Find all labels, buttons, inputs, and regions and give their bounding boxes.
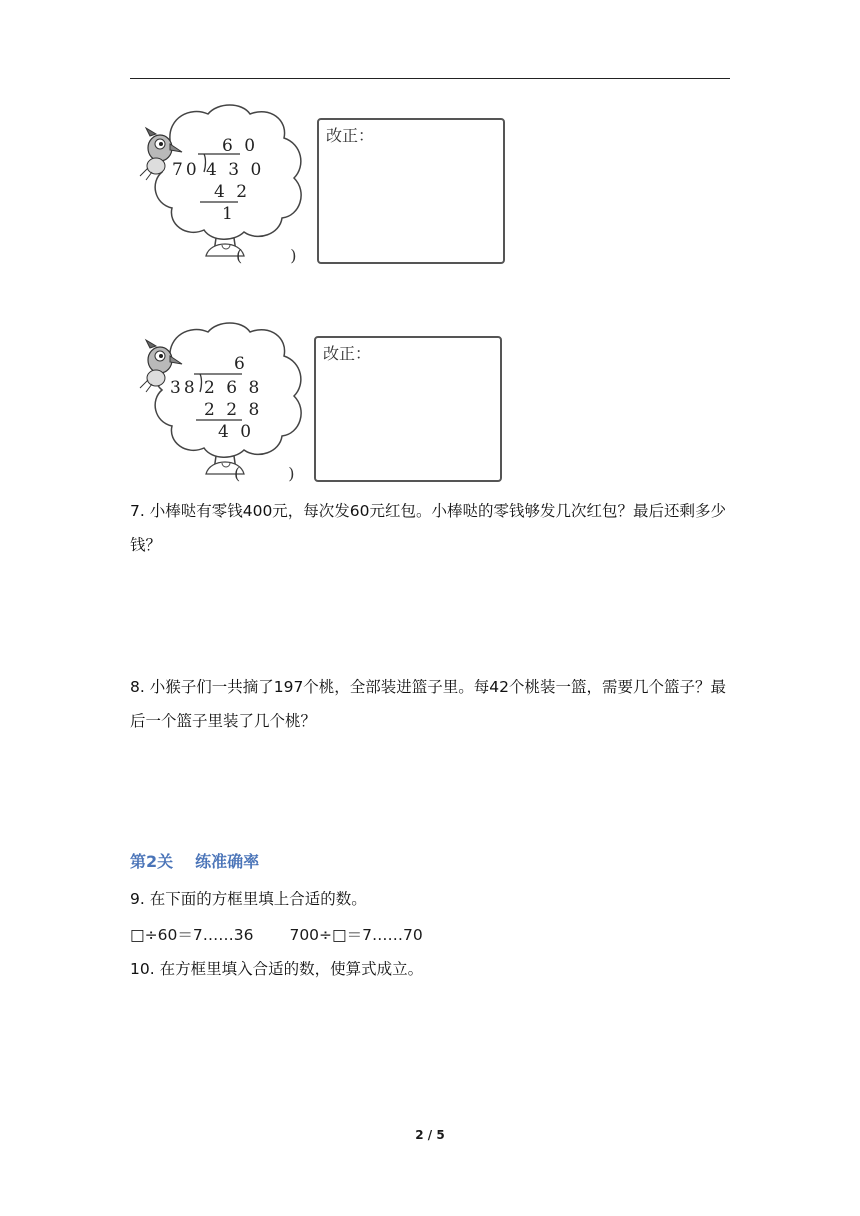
section-label: 第2关	[130, 852, 174, 871]
question-9-equations	[130, 923, 423, 945]
dividend: 4 3 0	[206, 160, 265, 180]
dividend: 2 6 8	[204, 378, 263, 398]
correction-box[interactable]	[314, 336, 502, 482]
page-number: 2 / 5	[415, 1128, 445, 1142]
question-7: 7. 小棒哒有零钱400元，每次发60元红包。小棒哒的零钱够发几次红包？最后还剩多少钱？	[130, 502, 727, 554]
quotient: 6	[234, 354, 248, 374]
header-rule	[130, 78, 730, 79]
division-figure-1	[130, 100, 510, 270]
subtrahend: 2 2 8	[204, 400, 263, 420]
divisor: 70	[172, 160, 200, 180]
question-10: 10. 在方框里填入合适的数，使算式成立。	[130, 960, 424, 978]
answer-parentheses[interactable]: ( )	[236, 246, 297, 265]
correction-label: 改正：	[323, 344, 372, 363]
question-8: 8. 小猴子们一共摘了197个桃，全部装进篮子里。每42个桃装一篮，需要几个篮子？最后一个篮子里装了几个桃？	[130, 678, 727, 730]
subtrahend: 4 2	[214, 182, 251, 202]
equation-1: □÷60＝7……36	[130, 926, 254, 944]
equation-2: 700÷□＝7……70	[289, 926, 423, 944]
answer-parentheses[interactable]: ( )	[234, 464, 295, 483]
remainder: 1	[222, 204, 236, 224]
quotient: 6 0	[222, 136, 259, 156]
section-title	[130, 849, 281, 872]
division-figure-2	[130, 318, 510, 488]
divisor: 38	[170, 378, 198, 398]
correction-box[interactable]	[317, 118, 505, 264]
question-9: 9. 在下面的方框里填上合适的数。	[130, 890, 367, 908]
correction-label: 改正：	[326, 126, 375, 145]
section-name: 练准确率	[195, 852, 260, 871]
remainder: 4 0	[218, 422, 255, 442]
